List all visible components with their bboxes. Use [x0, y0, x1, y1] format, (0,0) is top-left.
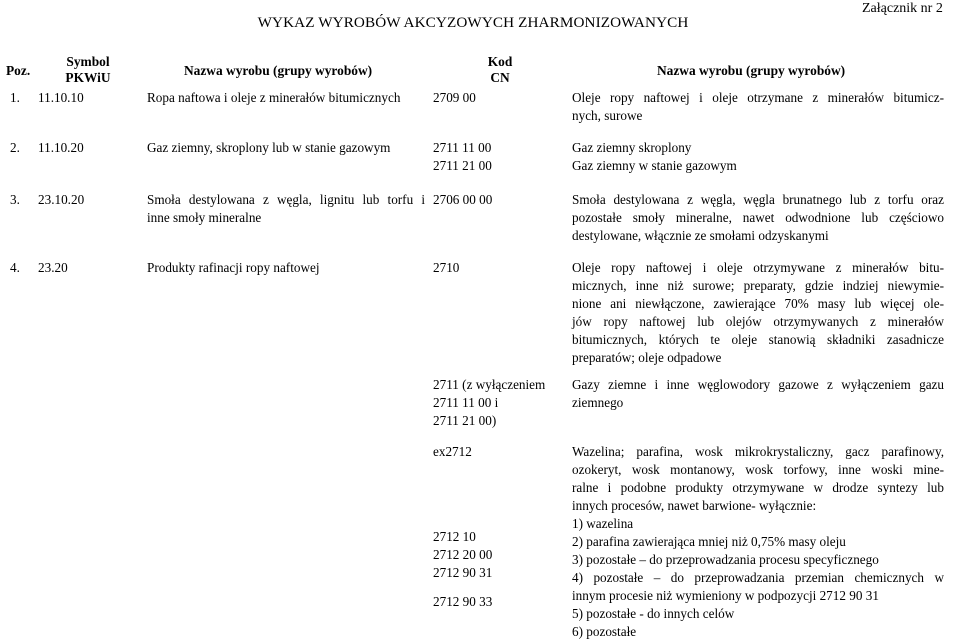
row-cn-line: 2712 90 31: [433, 565, 493, 580]
row-desc-line: Wazelina; parafina, wosk mikrokrystaliczny, gacz parafinowy,: [572, 444, 944, 459]
row-desc-line: 4) pozostałe – do przeprowadzania przemian chemicznych w: [572, 570, 944, 585]
header-kod-line: Kod: [487, 54, 513, 69]
row-cn-line: 2710: [433, 260, 460, 275]
row-desc-line: preparatów; oleje odpadowe: [572, 350, 722, 365]
row-name: [147, 191, 425, 227]
row-symbol: 11.10.20: [38, 140, 84, 155]
header-kod: [475, 54, 525, 86]
row-desc-line: Oleje ropy naftowej i oleje otrzymane z minerałów bitumicz-: [572, 90, 944, 105]
row-cn: [433, 139, 563, 175]
row-desc-line: innych procesów, nawet barwione- wyłącznie:: [572, 498, 817, 513]
header-poz: Poz.: [6, 63, 31, 78]
row-symbol: 11.10.10: [38, 90, 84, 105]
row-desc-line: Gaz ziemny skroplony: [572, 140, 692, 155]
row-desc: [572, 191, 944, 245]
row-desc-line: pozostałe smoły mineralne, nawet odwodnione lub częściowo: [572, 210, 944, 225]
row-desc-line: jów ropy naftowej lub olejów otrzymywanych z minerałów: [572, 314, 944, 329]
header-name-left: Nazwa wyrobu (grupy wyrobów): [184, 63, 373, 78]
row-name: [147, 259, 425, 277]
row-cn-line: 2711 21 00: [433, 158, 492, 173]
row-desc-line: nych, surowe: [572, 108, 643, 123]
row-desc: [572, 139, 944, 175]
row-cn: [433, 443, 563, 461]
row-cn: [433, 259, 563, 277]
row-desc-line: ozokeryt, wosk montanowy, wosk torfowy, inne woski mine-: [572, 462, 944, 477]
row-cn-line: 2712 90 33: [433, 594, 493, 609]
row-desc-line: ziemnego: [572, 395, 624, 410]
row-desc: [572, 259, 944, 367]
row-cn-last: [433, 593, 563, 611]
row-name-line: Smoła destylowana z węgla, lignitu lub torfu i: [147, 192, 425, 207]
row-poz: 1.: [10, 90, 20, 105]
row-name-line: Gaz ziemny, skroplony lub w stanie gazowym: [147, 140, 391, 155]
row-symbol: 23.20: [38, 260, 68, 275]
row-desc: [572, 376, 944, 412]
row-name-line: Produkty rafinacji ropy naftowej: [147, 260, 320, 275]
row-desc-line: destylowane, włącznie ze smołami odzyskanymi: [572, 228, 829, 243]
row-cn: [433, 89, 563, 107]
row-desc-line: 2) parafina zawierająca mniej niż 0,75% masy oleju: [572, 534, 846, 549]
document-title: WYKAZ WYROBÓW AKCYZOWYCH ZHARMONIZOWANYCH: [257, 14, 689, 31]
row-desc-line: 1) wazelina: [572, 516, 634, 531]
row-cn-line: 2709 00: [433, 90, 476, 105]
header-symbol-line: Symbol: [66, 54, 110, 69]
row-cn-line: 2711 21 00): [433, 413, 497, 428]
row-cn-line: 2712 20 00: [433, 547, 493, 562]
header-symbol: [60, 54, 116, 86]
row-desc-line: Gaz ziemny w stanie gazowym: [572, 158, 737, 173]
row-cn: [433, 191, 563, 209]
row-desc-line: innym procesie niż wymieniony w podpozycji 2712 90 31: [572, 588, 879, 603]
row-poz: 4.: [10, 260, 20, 275]
row-name-line: Ropa naftowa i oleje z minerałów bitumicznych: [147, 90, 401, 105]
row-desc-line: 6) pozostałe: [572, 624, 637, 639]
row-desc: [572, 443, 944, 641]
row-desc-line: bitumicznych, których te oleje stanowią składniki zasadnicze: [572, 332, 944, 347]
attachment-label: Załącznik nr 2: [862, 1, 943, 16]
row-name-line: inne smoły mineralne: [147, 210, 262, 225]
row-symbol: 23.10.20: [38, 192, 85, 207]
row-cn-line: 2712 10: [433, 529, 476, 544]
row-cn-line: 2711 (z wyłączeniem: [433, 377, 546, 392]
row-desc-line: micznych, inne niż surowe; preparaty, gdzie indziej niewymie-: [572, 278, 944, 293]
row-desc-line: Gazy ziemne i inne węglowodory gazowe z wyłączeniem gazu: [572, 377, 944, 392]
row-desc-line: 3) pozostałe – do przeprowadzania procesu specyficznego: [572, 552, 879, 567]
row-desc-line: 5) pozostałe - do innych celów: [572, 606, 735, 621]
row-desc-line: Oleje ropy naftowej i oleje otrzymywane z minerałów bitu-: [572, 260, 944, 275]
row-name: [147, 89, 425, 107]
row-cn: [433, 376, 563, 430]
row-cn-line: 2711 11 00 i: [433, 395, 499, 410]
row-desc: [572, 89, 944, 125]
row-desc-line: nione ani niewłączone, zawierające 70% masy lub więcej ole-: [572, 296, 944, 311]
header-name-right: Nazwa wyrobu (grupy wyrobów): [657, 63, 846, 78]
row-cn-line: 2711 11 00: [433, 140, 492, 155]
row-name: [147, 139, 425, 157]
row-poz: 3.: [10, 192, 20, 207]
row-desc-line: ralne i podobne produkty otrzymywane w drodze syntezy lub: [572, 480, 944, 495]
row-cn-line: 2706 00 00: [433, 192, 493, 207]
header-cn-line: CN: [490, 70, 510, 85]
row-cn-line: ex2712: [433, 444, 472, 459]
row-cn-list: [433, 528, 563, 582]
row-poz: 2.: [10, 140, 20, 155]
header-pkwiu-line: PKWiU: [65, 70, 111, 85]
row-desc-line: Smoła destylowana z węgla, węgla brunatnego lub z torfu oraz: [572, 192, 944, 207]
